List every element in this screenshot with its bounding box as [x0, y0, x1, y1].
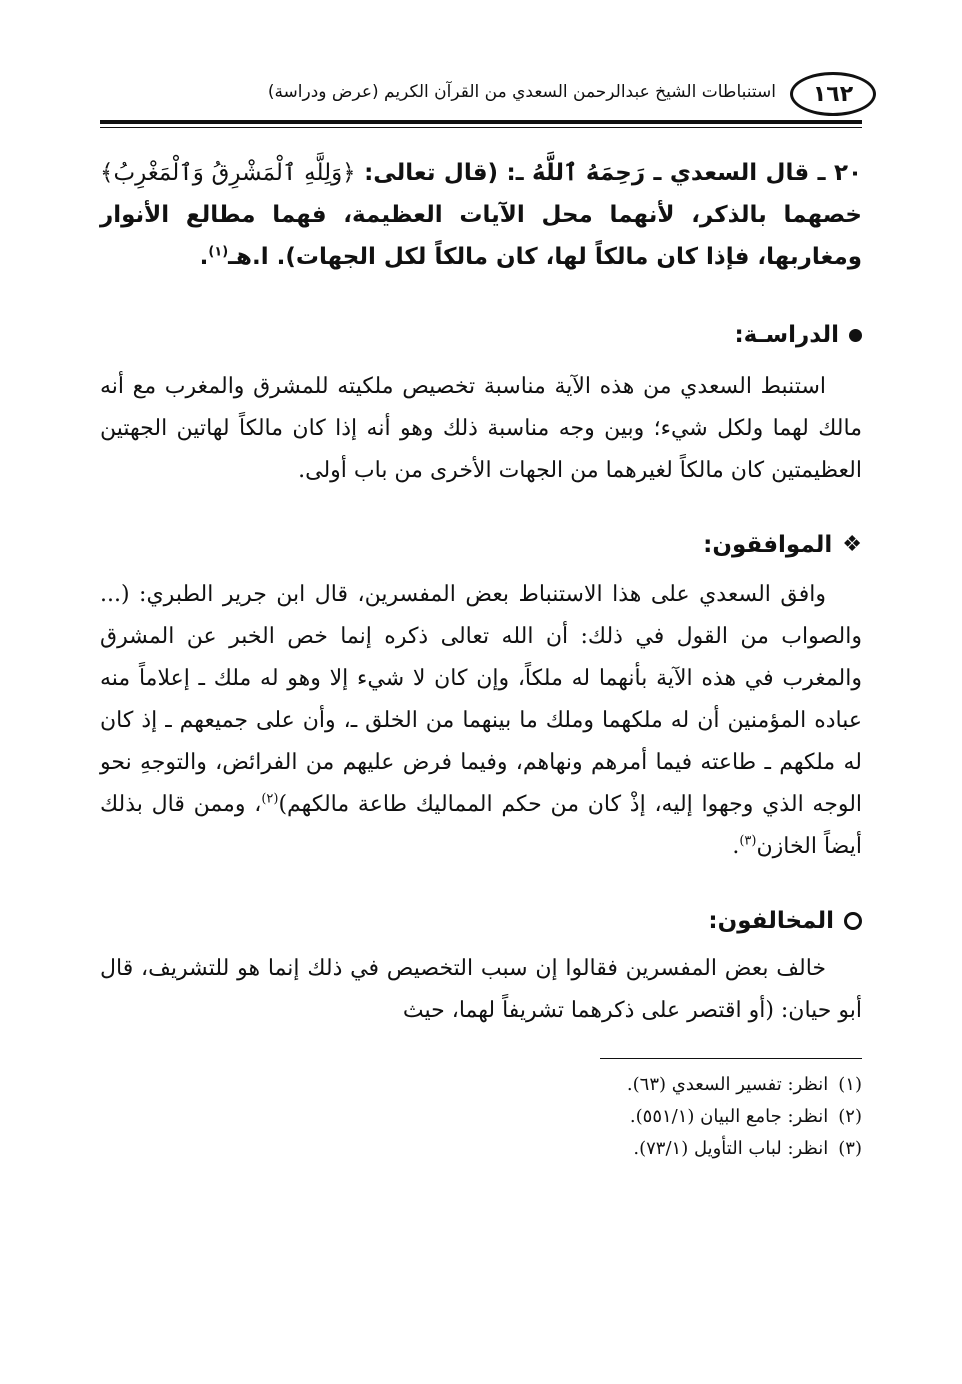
footnote-number: (١) [838, 1074, 862, 1095]
running-title: استنباطات الشيخ عبدالرحمن السعدي من القرآن الكريم (عرض ودراسة) [267, 82, 776, 102]
opposing-heading [100, 908, 862, 934]
footnote-ref[interactable]: (١) [208, 244, 229, 260]
footnote-text: انظر: لباب التأويل (٧٣/١). [633, 1138, 829, 1159]
study-text: استنبط السعدي من هذه الآية مناسبة تخصيص ملكيته للمشرق والمغرب مع أنه مالك لهما ولكل شيء؛ وبين وجه مناسبة ذلك وهو أنه إذا كان مالكاً لهاتين الجهتين العظيمتين كان مالكاً لغيرهما من الجهات الأخرى من باب أولى. [100, 374, 862, 483]
opposing-heading-text: المخالفون: [708, 908, 834, 934]
study-heading [100, 322, 862, 348]
agreeing-heading [100, 532, 862, 558]
header-rule [100, 120, 862, 124]
footnote-number: (٢) [838, 1106, 862, 1127]
footnote-number: (٣) [838, 1138, 862, 1159]
diamond-bullet-icon: ❖ [842, 532, 862, 557]
agreeing-continuation: ، وممن قال بذلك أيضاً الخازن [100, 792, 862, 859]
page-header [100, 70, 862, 118]
quran-verse: ﴿وَلِلَّهِ ٱلْمَشْرِقُ وَٱلْمَغْرِبُ﴾ [100, 160, 356, 186]
entry-end: . [199, 244, 209, 270]
footnote-item [100, 1069, 862, 1101]
footnote-ref[interactable]: (٢) [261, 791, 279, 807]
entry-text: خصهما بالذكر، لأنهما محل الآيات العظيمة، فهما مطالع الأنوار ومغاربها، فإذا كان مالكاً لها، كان مالكاً لكل الجهات). ا.هـ [100, 202, 862, 270]
bullet-dot-icon [849, 329, 862, 342]
footnote-ref[interactable]: (٣) [739, 833, 757, 849]
agreeing-end: . [732, 834, 740, 859]
agreeing-text [100, 574, 862, 868]
entry-intro: ٢٠ ـ قال السعدي ـ رَحِمَهُ ٱللَّهُ ـ: (قال تعالى: [355, 160, 863, 186]
book-page [100, 70, 862, 1165]
study-heading-text: الدراسـة: [734, 322, 839, 348]
footnote-rule [600, 1058, 862, 1059]
page-number: ١٦٢ [790, 72, 876, 116]
footnote-item [100, 1101, 862, 1133]
opposing-text: خالف بعض المفسرين فقالوا إن سبب التخصيص في ذلك إنما هو للتشريف، قال أبو حيان: (أو اقتصر على ذكرهما تشريفاً لهما، حيث [100, 956, 862, 1023]
footnote-text: انظر: تفسير السعدي (٦٣). [626, 1074, 829, 1095]
entry-paragraph [100, 152, 862, 278]
circle-bullet-icon [844, 912, 862, 930]
footnote-item [100, 1133, 862, 1165]
footnote-text: انظر: جامع البيان (٥٥١/١). [629, 1106, 829, 1127]
footnotes [100, 1069, 862, 1165]
agreeing-heading-text: الموافقون: [703, 532, 833, 558]
agreeing-quote: وافق السعدي على هذا الاستنباط بعض المفسرين، قال ابن جرير الطبري: (... والصواب من القول في ذلك: أن الله تعالى ذكره إنما خص الخبر عن المشرق والمغرب في هذه الآية بأنهما له ملكاً، وإن كان لا شيء إلا وهو له ملك ـ إعلاماً منه عباده المؤمنين أن له ملكهما وملك ما بينهما من الخلق ـ، وأن على جميعهم ـ إذ كان له ملكهم ـ طاعته فيما أمرهم ونهاهم، وفيما فرض عليهم من الفرائض، والتوجهِ نحو الوجه الذي وجهوا إليه، إذْ كان من حكم المماليك طاعة مالكهم) [100, 582, 863, 817]
